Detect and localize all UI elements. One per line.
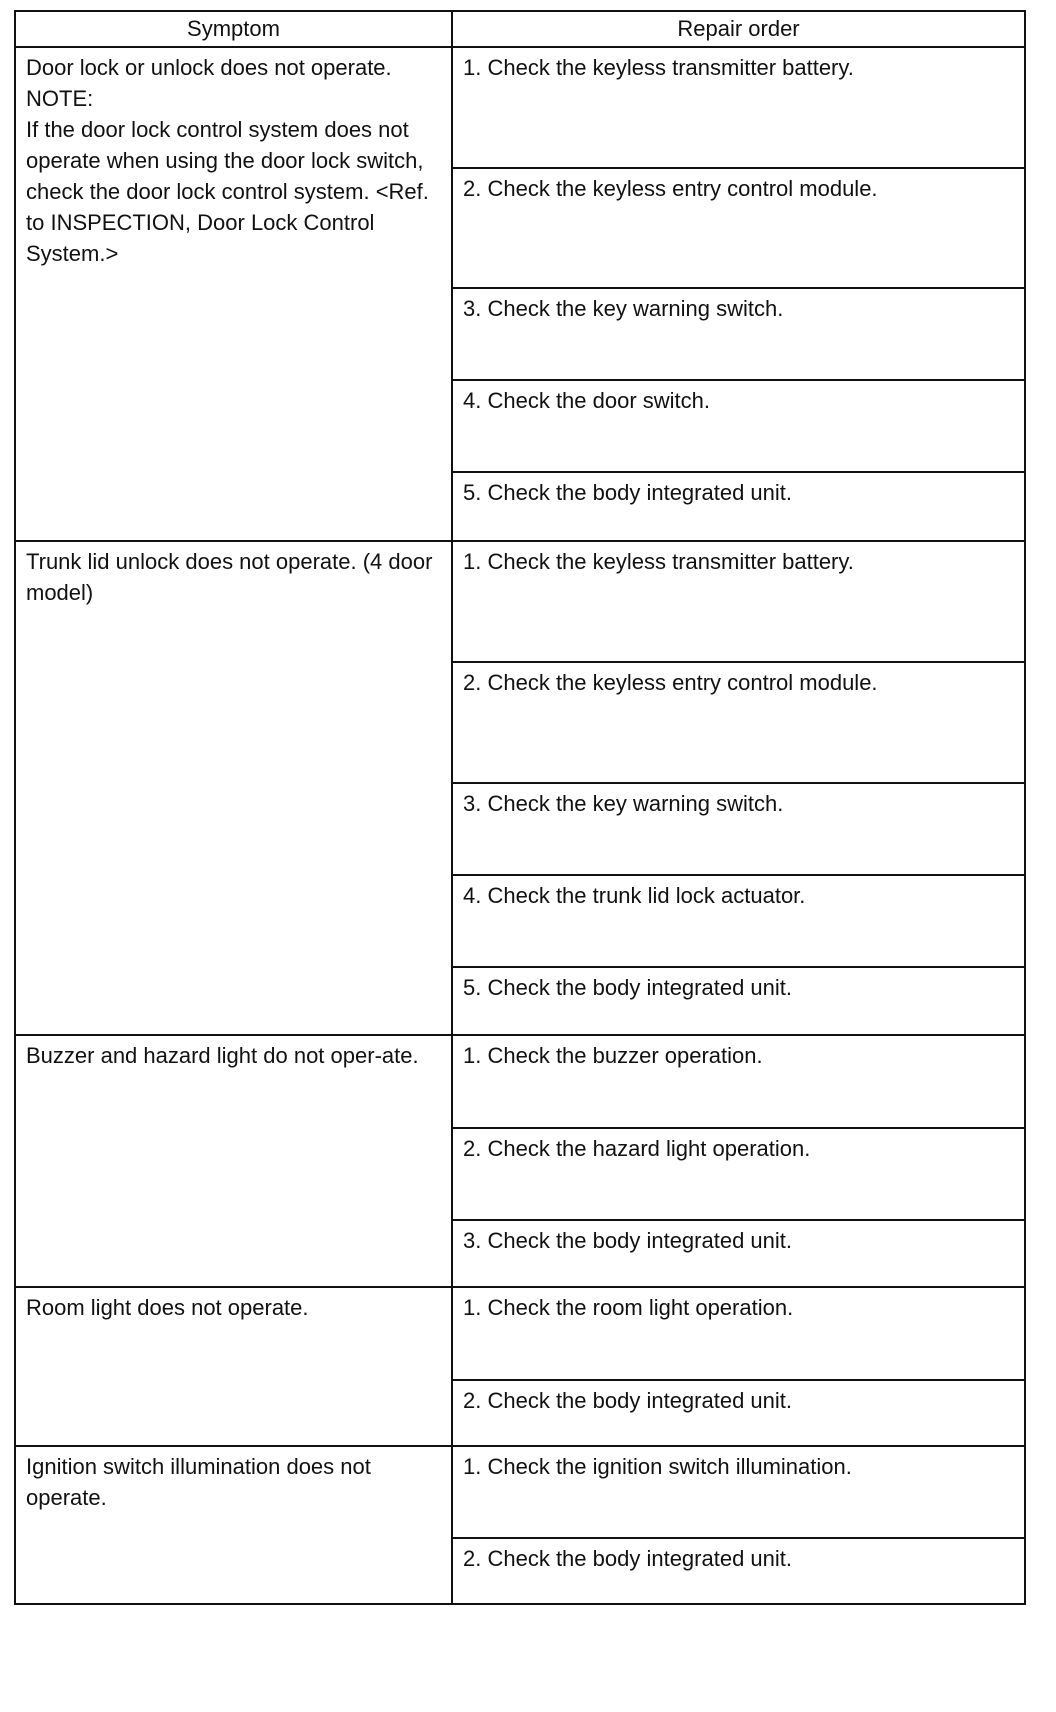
step-text: Check the key warning switch. bbox=[487, 296, 784, 321]
step-number: 2. bbox=[463, 670, 488, 695]
header-row bbox=[15, 11, 1025, 47]
step-number: 4. bbox=[463, 883, 488, 908]
note-label: NOTE: bbox=[26, 86, 94, 111]
step-number: 1. bbox=[463, 55, 488, 80]
step-number: 3. bbox=[463, 791, 488, 816]
table-row bbox=[15, 1446, 1025, 1538]
symptom-cell-buzzer bbox=[15, 1035, 452, 1287]
repair-step bbox=[452, 1380, 1025, 1446]
step-text: Check the buzzer operation. bbox=[487, 1043, 763, 1068]
symptom-text: Door lock or unlock does not operate. bbox=[26, 55, 392, 80]
symptom-cell-trunk-lid bbox=[15, 541, 452, 1035]
step-number: 1. bbox=[463, 1295, 488, 1320]
step-text: Check the body integrated unit. bbox=[487, 480, 792, 505]
repair-step bbox=[452, 967, 1025, 1035]
step-text: Check the body integrated unit. bbox=[487, 975, 792, 1000]
step-text: Check the body integrated unit. bbox=[487, 1228, 792, 1253]
step-number: 4. bbox=[463, 388, 488, 413]
repair-step bbox=[452, 168, 1025, 288]
repair-step bbox=[452, 1538, 1025, 1604]
symptom-cell-ignition bbox=[15, 1446, 452, 1604]
step-number: 5. bbox=[463, 975, 488, 1000]
step-text: Check the trunk lid lock actuator. bbox=[487, 883, 806, 908]
step-number: 1. bbox=[463, 549, 488, 574]
step-number: 2. bbox=[463, 1388, 488, 1413]
repair-step bbox=[452, 541, 1025, 662]
repair-step bbox=[452, 1446, 1025, 1538]
note-text: If the door lock control system does not operate when using the door lock switch, check the door lock control system. <Ref. to INSPECTION, Door Lock Control System.> bbox=[26, 117, 429, 266]
step-number: 1. bbox=[463, 1043, 488, 1068]
step-number: 2. bbox=[463, 1546, 488, 1571]
symptom-text: Room light does not operate. bbox=[26, 1295, 309, 1320]
repair-step bbox=[452, 288, 1025, 380]
repair-step bbox=[452, 1287, 1025, 1380]
step-text: Check the ignition switch illumination. bbox=[487, 1454, 852, 1479]
repair-step bbox=[452, 47, 1025, 168]
repair-step bbox=[452, 472, 1025, 541]
step-text: Check the body integrated unit. bbox=[487, 1388, 792, 1413]
symptom-text: Ignition switch illumination does not operate. bbox=[26, 1454, 371, 1510]
step-text: Check the door switch. bbox=[487, 388, 711, 413]
step-number: 3. bbox=[463, 296, 488, 321]
table-row bbox=[15, 541, 1025, 662]
repair-step bbox=[452, 1220, 1025, 1287]
table-row bbox=[15, 1287, 1025, 1380]
step-number: 5. bbox=[463, 480, 488, 505]
repair-step bbox=[452, 662, 1025, 783]
step-text: Check the keyless transmitter battery. bbox=[487, 549, 854, 574]
step-text: Check the room light operation. bbox=[487, 1295, 794, 1320]
step-number: 3. bbox=[463, 1228, 488, 1253]
step-text: Check the keyless entry control module. bbox=[487, 670, 878, 695]
symptom-text: Buzzer and hazard light do not oper-ate. bbox=[26, 1043, 419, 1068]
repair-step bbox=[452, 875, 1025, 967]
header-repair-order: Repair order bbox=[452, 11, 1025, 47]
step-number: 2. bbox=[463, 176, 488, 201]
table-row bbox=[15, 47, 1025, 168]
header-symptom: Symptom bbox=[15, 11, 452, 47]
repair-step bbox=[452, 1035, 1025, 1128]
symptom-cell-room-light bbox=[15, 1287, 452, 1446]
table-row bbox=[15, 1035, 1025, 1128]
step-text: Check the keyless entry control module. bbox=[487, 176, 878, 201]
step-number: 1. bbox=[463, 1454, 488, 1479]
repair-step bbox=[452, 380, 1025, 472]
step-text: Check the keyless transmitter battery. bbox=[487, 55, 854, 80]
step-text: Check the key warning switch. bbox=[487, 791, 784, 816]
step-number: 2. bbox=[463, 1136, 488, 1161]
step-text: Check the hazard light operation. bbox=[487, 1136, 811, 1161]
step-text: Check the body integrated unit. bbox=[487, 1546, 792, 1571]
symptom-text: Trunk lid unlock does not operate. (4 door model) bbox=[26, 549, 433, 605]
troubleshooting-table bbox=[14, 10, 1026, 1605]
repair-step bbox=[452, 783, 1025, 875]
repair-step bbox=[452, 1128, 1025, 1220]
symptom-cell-door-lock bbox=[15, 47, 452, 541]
